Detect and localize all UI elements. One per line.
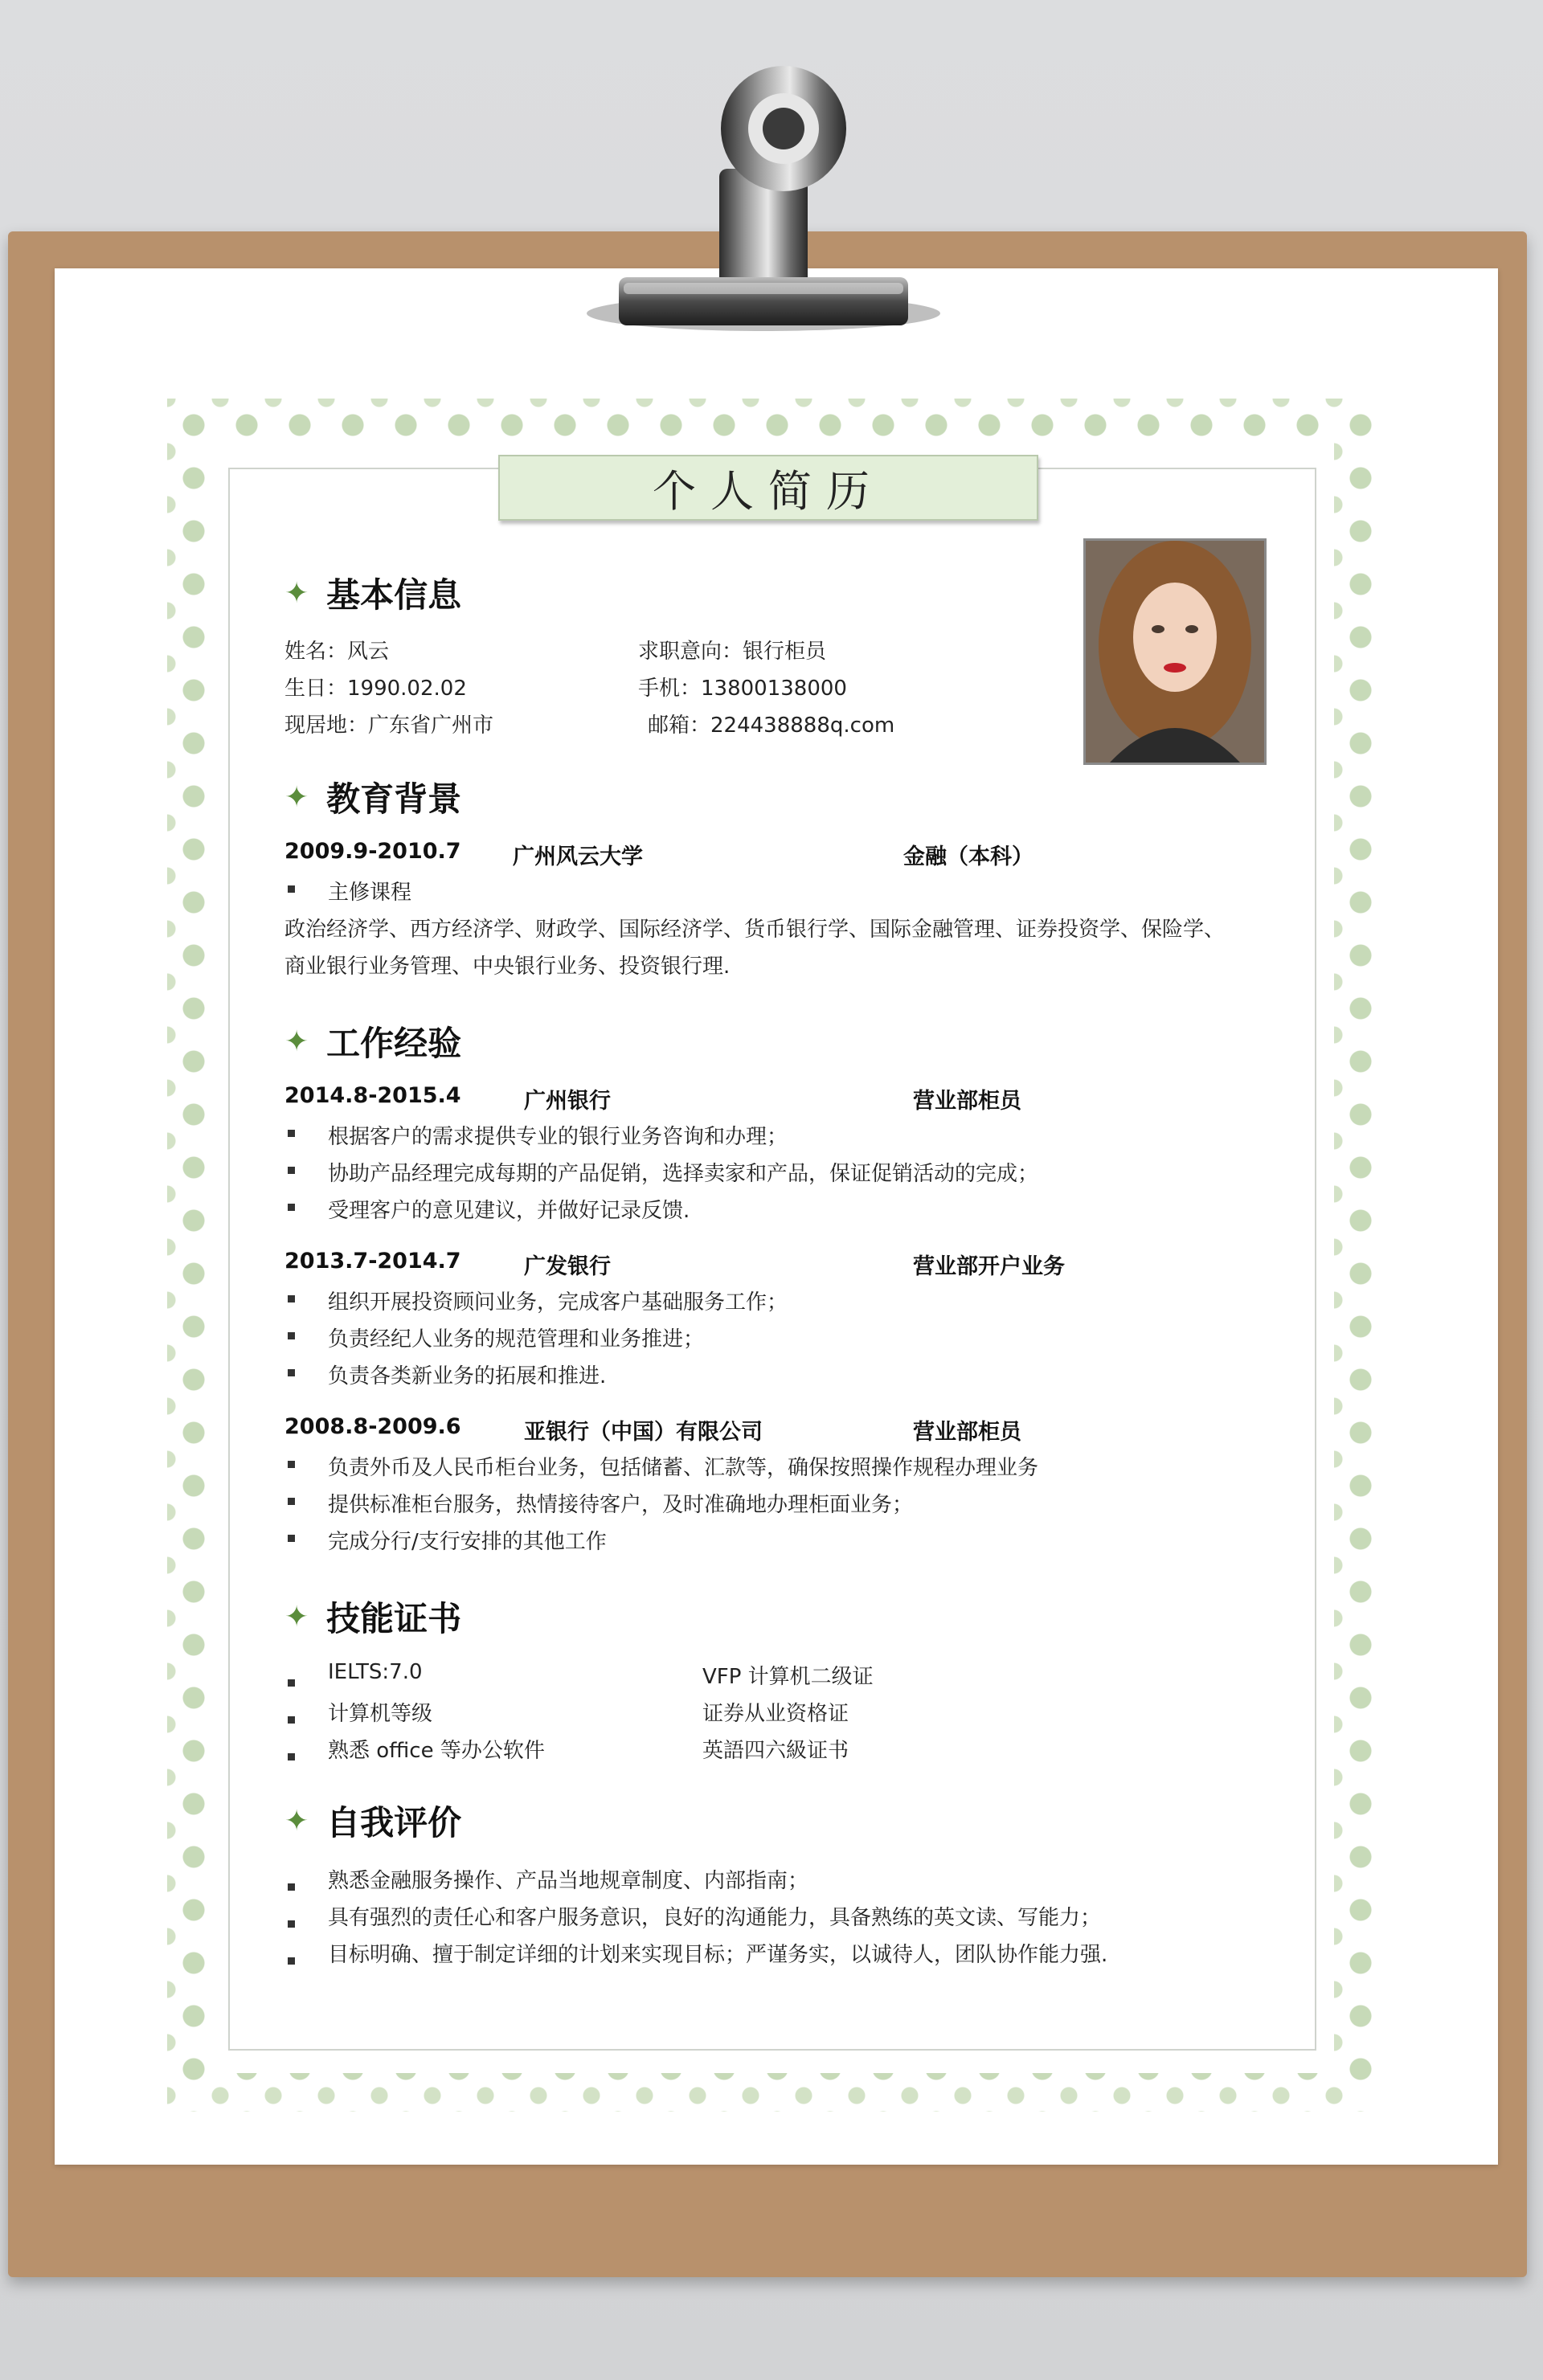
job-role: 营业部柜员 bbox=[913, 1420, 1021, 1445]
star-icon: ✦ bbox=[284, 1024, 309, 1058]
residence-field: 现居地：广东省广州市 bbox=[284, 714, 494, 738]
job-item: 受理客户的意见建议，并做好记录反馈. bbox=[328, 1199, 690, 1223]
bullet bbox=[288, 1535, 295, 1542]
job-period: 2008.8-2009.6 bbox=[284, 1414, 461, 1439]
section-title: 基本信息 bbox=[326, 575, 462, 615]
job-period: 2013.7-2014.7 bbox=[284, 1249, 461, 1274]
job-item: 负责经纪人业务的规范管理和业务推进； bbox=[328, 1327, 705, 1352]
name-field: 姓名：风云 bbox=[284, 640, 390, 664]
bullet bbox=[288, 1883, 295, 1891]
bullet bbox=[288, 1753, 295, 1760]
job-item: 负责外币及人民币柜台业务，包括储蓄、汇款等，确保按照操作规程办理业务 bbox=[328, 1456, 1039, 1480]
self-item: 熟悉金融服务操作、产品当地规章制度、内部指南； bbox=[328, 1869, 809, 1893]
bullet bbox=[288, 1130, 295, 1137]
bullet bbox=[288, 1679, 295, 1687]
resume-title: 个人简历 bbox=[498, 455, 1038, 521]
job-company: 广州银行 bbox=[524, 1089, 611, 1114]
section-title: 工作经验 bbox=[326, 1024, 462, 1063]
bullet bbox=[288, 1167, 295, 1174]
edu-major: 金融（本科） bbox=[903, 844, 1033, 869]
intent-field: 求职意向：银行柜员 bbox=[638, 640, 827, 664]
job-item: 根据客户的需求提供专业的银行业务咨询和办理； bbox=[328, 1125, 788, 1149]
skill-item: IELTS:7.0 bbox=[328, 1660, 423, 1684]
binder-clip-icon bbox=[579, 48, 948, 354]
job-period: 2014.8-2015.4 bbox=[284, 1083, 461, 1108]
job-item: 协助产品经理完成每期的产品促销，选择卖家和产品，保证促销活动的完成； bbox=[328, 1162, 1039, 1186]
star-icon: ✦ bbox=[284, 576, 309, 610]
job-item: 负责各类新业务的拓展和推进. bbox=[328, 1364, 607, 1388]
job-company: 广发银行 bbox=[524, 1254, 611, 1279]
job-company: 亚银行（中国）有限公司 bbox=[524, 1420, 763, 1445]
skill-item: 英語四六級证书 bbox=[702, 1739, 849, 1763]
edu-school: 广州风云大学 bbox=[513, 844, 643, 869]
job-role: 营业部开户业务 bbox=[913, 1254, 1065, 1279]
edu-bullet-text: 主修课程 bbox=[328, 881, 412, 905]
bullet bbox=[288, 1498, 295, 1505]
star-icon: ✦ bbox=[284, 1600, 309, 1634]
birth-field: 生日：1990.02.02 bbox=[284, 677, 467, 701]
job-item: 完成分行/支行安排的其他工作 bbox=[328, 1530, 607, 1554]
star-icon: ✦ bbox=[284, 1804, 309, 1838]
bullet bbox=[288, 1716, 295, 1724]
self-item: 具有强烈的责任心和客户服务意识，良好的沟通能力，具备熟练的英文读、写能力； bbox=[328, 1906, 1102, 1930]
bullet bbox=[288, 1461, 295, 1468]
section-skills bbox=[284, 1593, 461, 1641]
bullet bbox=[288, 885, 295, 893]
section-basic-info bbox=[284, 569, 461, 617]
bullet bbox=[288, 1957, 295, 1965]
edu-period: 2009.9-2010.7 bbox=[284, 839, 461, 864]
section-title: 教育背景 bbox=[326, 779, 462, 819]
profile-photo bbox=[1083, 538, 1267, 765]
bullet bbox=[288, 1332, 295, 1339]
section-education bbox=[284, 773, 461, 821]
bullet bbox=[288, 1369, 295, 1376]
job-item: 组织开展投资顾问业务，完成客户基础服务工作； bbox=[328, 1290, 788, 1315]
bullet bbox=[288, 1920, 295, 1928]
edu-course-line: 政治经济学、西方经济学、财政学、国际经济学、货币银行学、国际金融管理、证券投资学、保险学、 bbox=[284, 918, 1226, 942]
bullet bbox=[288, 1295, 295, 1302]
section-title: 技能证书 bbox=[326, 1599, 462, 1638]
bullet bbox=[288, 1204, 295, 1211]
email-field: 邮箱：224438888q.com bbox=[648, 714, 895, 738]
skill-item: 证券从业资格证 bbox=[702, 1702, 849, 1726]
star-icon: ✦ bbox=[284, 780, 309, 814]
skill-item: 计算机等级 bbox=[328, 1702, 433, 1726]
skill-item: VFP 计算机二级证 bbox=[702, 1665, 874, 1689]
job-item: 提供标准柜台服务，热情接待客户，及时准确地办理柜面业务； bbox=[328, 1493, 914, 1517]
edu-course-line: 商业银行业务管理、中央银行业务、投资银行理. bbox=[284, 955, 731, 979]
job-role: 营业部柜员 bbox=[913, 1089, 1021, 1114]
phone-field: 手机：13800138000 bbox=[638, 677, 847, 701]
skill-item: 熟悉 office 等办公软件 bbox=[328, 1739, 545, 1763]
self-item: 目标明确、擅于制定详细的计划来实现目标；严谨务实，以诚待人，团队协作能力强. bbox=[328, 1943, 1108, 1967]
section-self-evaluation bbox=[284, 1797, 461, 1845]
section-work bbox=[284, 1017, 461, 1065]
section-title: 自我评价 bbox=[326, 1803, 462, 1842]
